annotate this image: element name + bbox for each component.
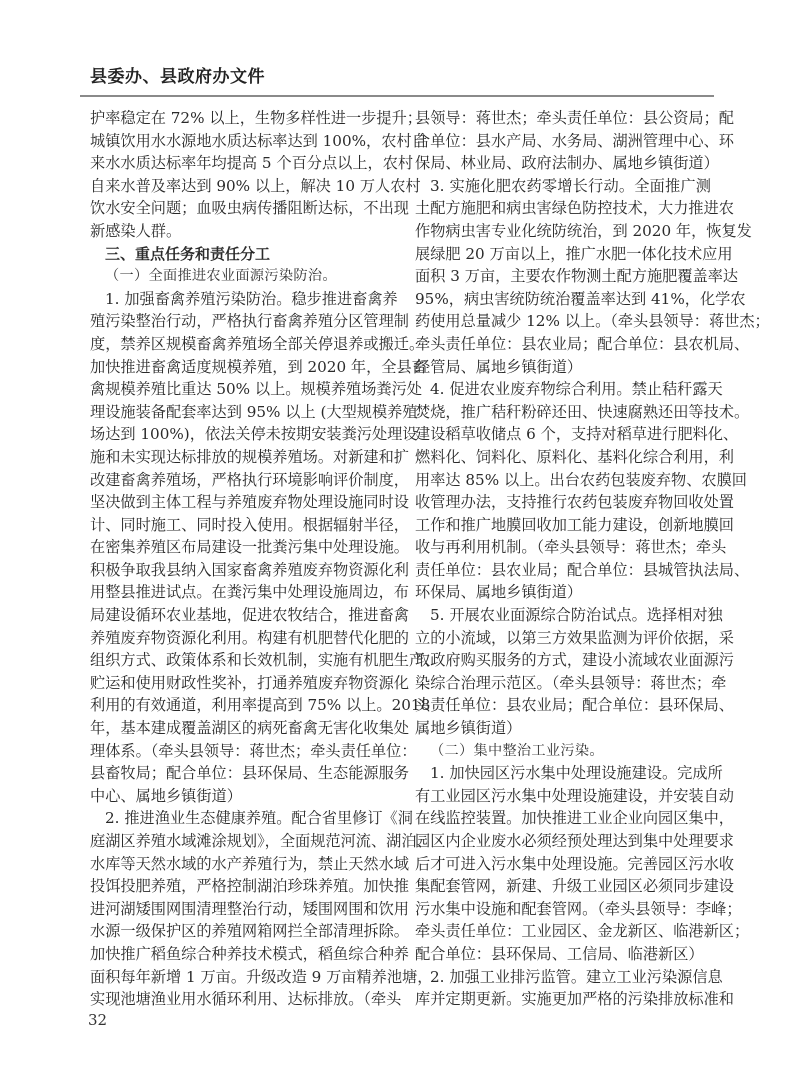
text-line: 作物病虫害专业化统防统治，到 2020 年，恢复发 <box>415 221 752 240</box>
text-line: 环保局、属地乡镇街道） <box>415 583 583 602</box>
text-line: 县畜牧局；配合单位：县环保局、生态能源服务 <box>90 764 409 783</box>
text-line: 城镇饮用水水源地水质达标率达到 100%，农村自 <box>90 131 427 150</box>
paragraph <box>415 604 734 740</box>
text-line: 庭湖区养殖水域滩涂规划》，全面规范河流、湖泊、 <box>90 832 432 850</box>
text-line: 组织方式、政策体系和长效机制，实施有机肥生产、 <box>90 651 440 670</box>
text-line: 合单位：县水产局、水务局、湖洲管理中心、环 <box>415 131 734 150</box>
text-line: 收与再利用机制。（牵头县领导：蒋世杰；牵头 <box>415 538 727 557</box>
text-line: 集配套管网，新建、升级工业园区必须同步建设 <box>415 877 734 896</box>
text-line: 收管理办法，支持推行农药包装废弃物回收处置 <box>415 493 734 512</box>
text-line: 饮水安全问题；血吸虫病传播阻断达标，不出现 <box>90 199 409 218</box>
text-line: 牵头责任单位：县农业局；配合单位：县农机局、 <box>415 334 750 353</box>
text-line: 场达到 100%)，依法关停未按期安装粪污处理设 <box>90 425 418 444</box>
subsection-heading <box>90 265 386 288</box>
text-line: 在线监控装置。加快推进工业企业向园区集中， <box>415 809 734 828</box>
paragraph <box>90 288 440 808</box>
text-line: 积极争取我县纳入国家畜禽养殖废弃物资源化利 <box>90 560 409 579</box>
text-line: 禽规模养殖比重达 50% 以上。规模养殖场粪污处 <box>90 380 422 399</box>
text-line: 配合单位：县环保局、工信局、临港新区） <box>415 944 704 963</box>
text-line: 药使用总量减少 12% 以上。（牵头县领导：蒋世杰； <box>415 312 770 331</box>
text-line: 实现池塘渔业用水循环利用、达标排放。（牵头 <box>90 990 402 1009</box>
text-line: 后才可进入污水集中处理设施。完善园区污水收 <box>415 854 734 873</box>
text-line: 度，禁养区规模畜禽养殖场全部关停退养或搬迁。 <box>90 334 425 353</box>
text-line: 贮运和使用财政性奖补，打通养殖废弃物资源化 <box>90 673 409 692</box>
text-line: 坚决做到主体工程与养殖废弃物处理设施同时设 <box>90 493 409 512</box>
paragraph <box>415 378 750 604</box>
text-line: 燃料化、饲料化、原料化、基料化综合利用，利 <box>415 447 734 466</box>
text-line: 立的小流域，以第三方效果监测为评价依据，采 <box>415 628 734 647</box>
page-number: 32 <box>88 1011 108 1029</box>
text-line: 1. 加强畜禽养殖污染防治。稳步推进畜禽养 <box>105 289 398 308</box>
text-line: 加快推进畜禽适度规模养殖，到 2020 年，全县畜 <box>90 357 427 376</box>
text-line: （一）全面推进农业面源污染防治。 <box>105 268 337 285</box>
text-line: 养殖废弃物资源化利用。构建有机肥替代化肥的 <box>90 628 409 647</box>
text-line: 三、重点任务和责任分工 <box>105 244 271 263</box>
text-line: （二）集中整治工业污染。 <box>430 742 604 759</box>
text-line: 施和未实现达标排放的规模养殖场。对新建和扩 <box>90 447 409 466</box>
text-line: 投饵投肥养殖，严格控制湖泊珍珠养殖。加快推 <box>90 877 409 896</box>
text-line: 新感染人群。 <box>90 221 182 240</box>
text-line: 面积 3 万亩，主要农作物测土配方施肥覆盖率达 <box>415 267 739 286</box>
text-line: 责任单位：县农业局；配合单位：县城管执法局、 <box>415 560 750 579</box>
text-line: 库并定期更新。实施更加严格的污染排放标准和 <box>415 990 734 1009</box>
paragraph <box>90 807 433 1010</box>
text-line: 焚烧，推广秸秆粉碎还田、快速腐熟还田等技术。 <box>415 402 750 421</box>
text-line: 利用的有效通道，利用率提高到 75% 以上。2018 <box>90 696 431 715</box>
text-line: 用整县推进试点。在粪污集中处理设施周边，布 <box>90 583 409 602</box>
text-line: 保局、林业局、政府法制办、属地乡镇街道） <box>415 154 719 173</box>
text-line: 年，基本建成覆盖湖区的病死畜禽无害化收集处 <box>90 719 409 738</box>
text-line: 进河湖矮围网围清理整治行动，矮围网围和饮用 <box>90 899 409 918</box>
text-column-left <box>90 107 440 1011</box>
text-line: 2. 加强工业排污监管。建立工业污染源信息 <box>430 967 723 986</box>
text-line: 头责任单位：县农业局；配合单位：县环保局、 <box>415 696 734 715</box>
text-line: 来水水质达标率年均提高 5 个百分点以上，农村 <box>90 154 414 173</box>
text-line: 牵头责任单位：工业园区、金龙新区、临港新区； <box>415 922 750 941</box>
text-line: 理体系。（牵头县领导：蒋世杰；牵头责任单位： <box>90 741 417 760</box>
text-line: 改建畜禽养殖场，严格执行环境影响评价制度， <box>90 470 409 489</box>
text-line: 土配方施肥和病虫害绿色防控技术，大力推进农 <box>415 199 734 218</box>
text-line: 污水集中设施和配套管网。（牵头县领导：李峰； <box>415 899 742 918</box>
text-line: 1. 加快园区污水集中处理设施建设。完成所 <box>430 764 723 783</box>
text-line: 2. 推进渔业生态健康养殖。配合省里修订《洞 <box>105 809 413 828</box>
text-line: 中心、属地乡镇街道） <box>90 786 242 805</box>
text-line: 园区内企业废水必须经预处理达到集中处理要求 <box>415 832 734 850</box>
text-line: 加快推广稻鱼综合种养技术模式，稻鱼综合种养 <box>90 944 409 963</box>
text-line: 计、同时施工、同时投入使用。根据辐射半径， <box>90 515 409 534</box>
text-line: 展绿肥 20 万亩以上，推广水肥一体化技术应用 <box>415 244 733 263</box>
paragraph <box>415 762 750 965</box>
text-line: 面积每年新增 1 万亩。升级改造 9 万亩精养池塘， <box>90 967 433 986</box>
document-header-title: 县委办、县政府办文件 <box>90 67 265 87</box>
paragraph <box>90 107 427 243</box>
text-line: 用率达 85% 以上。出台农药包装废弃物、农膜回 <box>415 470 747 489</box>
paragraph <box>415 966 734 1011</box>
text-line: 工作和推广地膜回收加工能力建设，创新地膜回 <box>415 515 734 534</box>
text-line: 染综合治理示范区。（牵头县领导：蒋世杰；牵 <box>415 673 727 692</box>
text-line: 取政府购买服务的方式，建设小流域农业面源污 <box>415 651 734 670</box>
text-line: 护率稳定在 72% 以上，生物多样性进一步提升； <box>90 109 422 127</box>
text-line: 水源一级保护区的养殖网箱网拦全部清理拆除。 <box>90 922 409 941</box>
text-line: 5. 开展农业面源综合防治试点。选择相对独 <box>430 606 723 625</box>
paragraph <box>415 175 770 378</box>
text-line: 有工业园区污水集中处理设施建设，并安装自动 <box>415 786 734 805</box>
text-line: 建设稻草收储点 6 个，支持对稻草进行肥料化、 <box>415 425 739 444</box>
text-line: 经管局、属地乡镇街道） <box>415 357 583 376</box>
text-column-right <box>415 107 770 1011</box>
text-line: 局建设循环农业基地，促进农牧结合，推进畜禽 <box>90 606 409 625</box>
text-line: 自来水普及率达到 90% 以上，解决 10 万人农村 <box>90 176 421 195</box>
subsection-heading <box>415 740 711 763</box>
text-line: 殖污染整治行动，严格执行畜禽养殖分区管理制 <box>90 312 409 331</box>
header-divider <box>80 95 714 97</box>
text-line: 在密集养殖区布局建设一批粪污集中处理设施。 <box>90 538 409 557</box>
section-heading <box>90 243 386 266</box>
text-line: 理设施装备配套率达到 95% 以上 (大型规模养殖 <box>90 402 418 421</box>
text-line: 属地乡镇街道） <box>415 719 522 738</box>
text-line: 4. 促进农业废弃物综合利用。禁止秸秆露天 <box>430 380 723 399</box>
text-line: 3. 实施化肥农药零增长行动。全面推广测 <box>430 176 711 195</box>
text-line: 水库等天然水域的水产养殖行为，禁止天然水域 <box>90 854 409 873</box>
text-line: 95%，病虫害统防统治覆盖率达到 41%，化学农 <box>415 289 746 308</box>
paragraph <box>415 107 734 175</box>
text-line: 县领导：蒋世杰；牵头责任单位：县公资局；配 <box>415 109 734 127</box>
